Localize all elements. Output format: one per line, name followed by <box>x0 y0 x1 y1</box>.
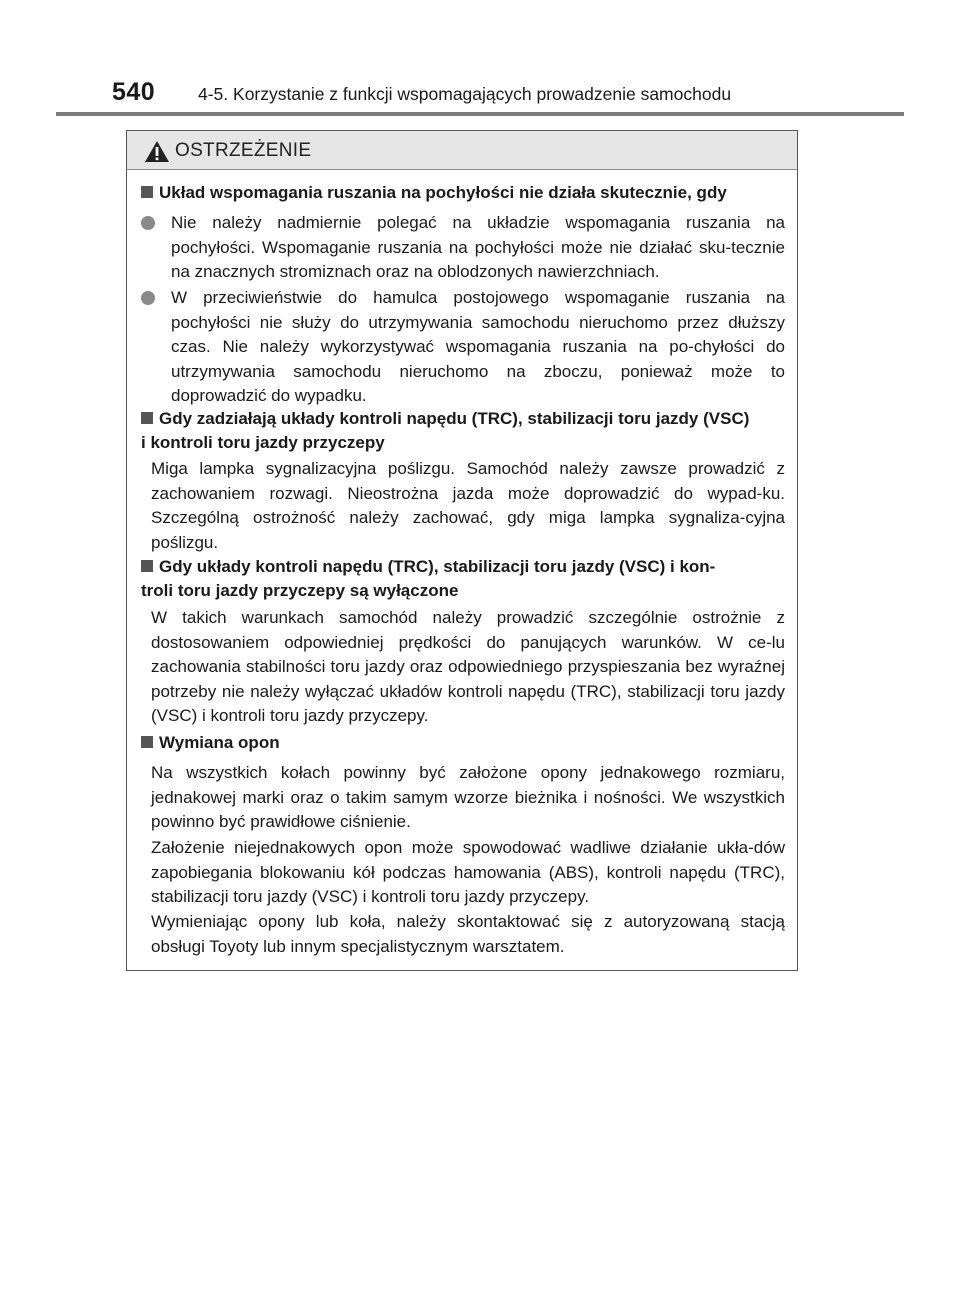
warning-header <box>127 131 797 170</box>
warning-box <box>126 130 798 971</box>
bullet-text: Nie należy nadmiernie polegać na układzie wspomagania ruszania na pochyłości. Wspomaganie ruszania na pochyłości może nie działać sku-tecznie na znacznych stromiznach oraz na oblodzonych nawierzchniach. <box>171 213 785 281</box>
section-title-trc-vsc-off: Gdy układy kontroli napędu (TRC), stabilizacji toru jazdy (VSC) i kon- troli toru jazdy przyczepy są wyłączone <box>141 557 716 600</box>
section-title-hill-start: Układ wspomagania ruszania na pochyłości nie działa skutecznie, gdy <box>141 181 781 205</box>
chapter-title: 4-5. Korzystanie z funkcji wspomagających prowadzenie samochodu <box>198 84 732 104</box>
circle-bullet-icon <box>141 291 155 305</box>
bullet-text: W przeciwieństwie do hamulca postojowego wspomaganie ruszania na pochyłości nie służy do utrzymywania samochodu nieruchomo przez dłuższy czas. Nie należy wykorzystywać wspomagania ruszania na po-chyłości do utrzymywania samochodu nieruchomo na zboczu, ponieważ może to doprowadzić do wypadku. <box>171 288 785 405</box>
square-bullet-icon <box>141 186 153 198</box>
warning-title: OSTRZEŻENIE <box>175 140 312 161</box>
section-paragraph: Na wszystkich kołach powinny być założone opony jednakowego rozmiaru, jednakowej marki oraz o takim samym wzorze bieżnika i nośności. We wszystkich powinno być prawidłowe ciśnienie. <box>151 763 785 831</box>
square-bullet-icon <box>141 736 153 748</box>
header-divider <box>56 112 904 116</box>
section-paragraph: Miga lampka sygnalizacyjna poślizgu. Samochód należy zawsze prowadzić z zachowaniem rozwagi. Nieostrożna jazda może doprowadzić do wypad-ku. Szczególną ostrożność należy zachować, gdy miga lampka sygnaliza-cyjna poślizgu. <box>151 459 785 552</box>
section-paragraph: Założenie niejednakowych opon może spowodować wadliwe działanie ukła-dów zapobiegania blokowaniu kół podczas hamowania (ABS), kontroli napędu (TRC), stabilizacji toru jazdy (VSC) i kontroli toru jazdy przyczepy. <box>151 838 785 906</box>
page-number: 540 <box>112 78 156 106</box>
page-header <box>0 0 960 118</box>
square-bullet-icon <box>141 412 153 424</box>
section-paragraph: Wymieniając opony lub koła, należy skontaktować się z autoryzowaną stacją obsługi Toyoty lub innym specjalistycznym warsztatem. <box>151 912 785 956</box>
circle-bullet-icon <box>141 216 155 230</box>
section-title-trc-vsc-active: Gdy zadziałają układy kontroli napędu (TRC), stabilizacji toru jazdy (VSC) i kontroli toru jazdy przyczepy <box>141 409 750 452</box>
warning-triangle-icon <box>144 140 170 163</box>
section-title-tire-replacement: Wymiana opon <box>141 731 781 755</box>
square-bullet-icon <box>141 560 153 572</box>
section-paragraph: W takich warunkach samochód należy prowadzić szczególnie ostrożnie z dostosowaniem odpowiedniej prędkości do panujących warunków. W ce-lu zachowania stabilności toru jazdy oraz odpowiedniego przyspieszania bez wyraźnej potrzeby nie należy wyłączać układów kontroli napędu (TRC), stabilizacji toru jazdy (VSC) i kontroli toru jazdy przyczepy. <box>151 608 785 725</box>
